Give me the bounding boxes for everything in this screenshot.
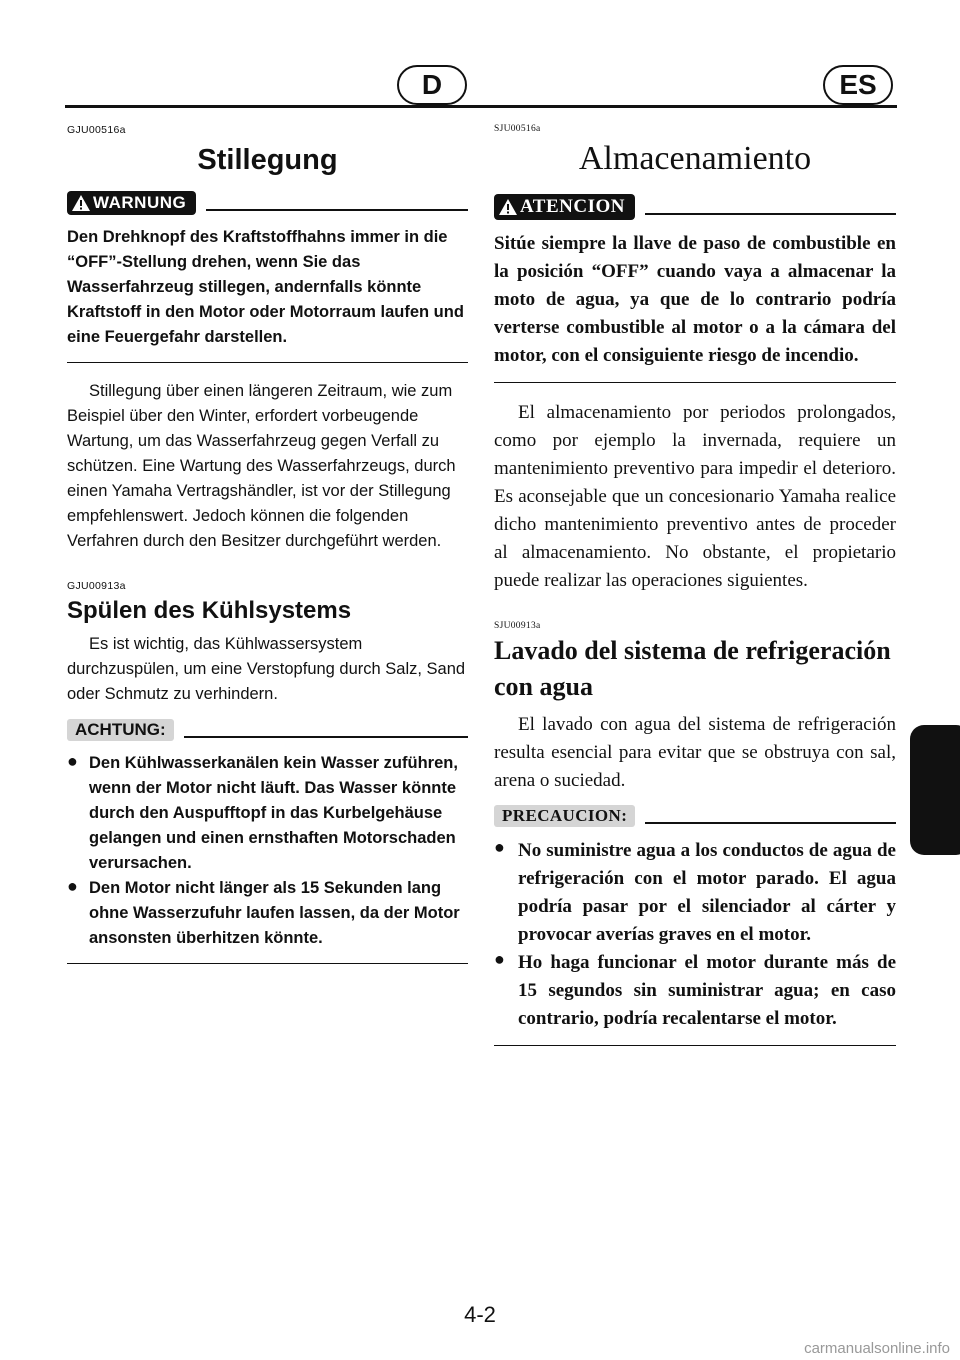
bullet-icon: ● <box>494 837 505 857</box>
subsection-code: SJU00913a <box>494 621 541 631</box>
warning-label: WARNUNG <box>93 193 187 212</box>
caution-rule <box>184 736 468 738</box>
body-paragraph: Stillegung über einen längeren Zeitraum, wie zum Beispiel über den Winter, erfordert vorbeugende Wartung, um das Wasserfahrzeug gegen Verfall zu schützen. Eine Wartung des Wasserfahrzeugs, durch einen Yamaha Vertragshändler, ist vor der Stillegung empfehlenswert. Jedoch können die folgenden Verfahren durch den Besitzer durchgeführt werden. <box>67 382 456 550</box>
bullet-text: Den Motor nicht länger als 15 Sekunden lang ohne Wasserzufuhr laufen lassen, da der Motor ansonsten überhitzen könnte. <box>89 879 460 947</box>
warning-header <box>494 194 896 220</box>
caution-end-rule <box>67 963 468 964</box>
bullet-text: Ho haga funcionar el motor durante más de 15 segundos sin suministrar agua; en caso contrario, podría recalentarse el motor. <box>518 952 896 1029</box>
page-number: 4-2 <box>464 1302 496 1327</box>
caution-badge: ACHTUNG: <box>67 719 174 741</box>
warning-badge <box>67 191 196 215</box>
subsection-title: Spülen des Kühlsystems <box>67 597 352 624</box>
warning-rule <box>206 209 468 211</box>
warning-rule <box>645 213 896 215</box>
list-item <box>494 837 896 949</box>
caution-header <box>67 719 468 741</box>
bullet-text: Den Kühlwasserkanälen kein Wasser zuführen, wenn der Motor nicht läuft. Das Wasser könnte durch den Auspufftopf in das Kurbelgehäuse gelangen und einen ernsthaften Motorschaden verursachen. <box>89 754 458 872</box>
spanish-column <box>494 118 896 1062</box>
bullet-icon: ● <box>67 751 78 771</box>
caution-rule <box>645 822 896 824</box>
german-column <box>67 118 468 980</box>
bullet-text: No suministre agua a los conductos de agua de refrigeración con el motor parado. El agua podría pasar por el silenciador al cárter y provocar averías graves en el motor. <box>518 840 896 945</box>
section-code: SJU00516a <box>494 124 541 134</box>
list-item <box>67 876 468 951</box>
chapter-tab <box>910 725 960 855</box>
subsection-paragraph: El lavado con agua del sistema de refrigeración resulta esencial para evitar que se obstruya con sal, arena o suciedad. <box>494 714 896 791</box>
caution-badge: PRECAUCION: <box>494 805 635 827</box>
warning-text: Sitúe siempre la llave de paso de combustible en la posición “OFF” cuando vaya a almacenar la moto de agua, ya que de lo contrario podría verterse combustible al motor o a la cámara del motor, con el consiguiente riesgo de incendio. <box>494 233 896 366</box>
warning-end-rule <box>67 362 468 363</box>
language-label-es: ES <box>823 65 893 105</box>
body-paragraph: El almacenamiento por periodos prolongados, como por ejemplo la invernada, requiere un mantenimiento preventivo para impedir el deterioro. Es aconsejable que un concesionario Yamaha realice dicho mantenimiento preventivo antes de proceder al almacenamiento. No obstante, el propietario puede realizar las operaciones siguientes. <box>494 402 896 591</box>
warning-label: ATENCION <box>520 196 625 217</box>
section-title: Almacenamiento <box>578 140 812 177</box>
list-item <box>494 949 896 1033</box>
warning-end-rule <box>494 382 896 383</box>
subsection-paragraph: Es ist wichtig, das Kühlwassersystem durchzuspülen, um eine Verstopfung durch Salz, Sand oder Schmutz zu verhindern. <box>67 635 466 703</box>
warning-text: Den Drehknopf des Kraftstoffhahns immer in die “OFF”-Stellung drehen, wenn Sie das Wasserfahrzeug stillegen, andernfalls könnte Kraftstoff in den Motor oder Motorraum laufen und eine Feuergefahr darstellen. <box>67 228 464 346</box>
warning-badge <box>494 194 635 220</box>
caution-end-rule <box>494 1045 896 1046</box>
section-code: GJU00516a <box>67 124 126 136</box>
bullet-icon: ● <box>67 876 78 896</box>
subsection-title: Lavado del sistema de refrigeración con agua <box>494 636 891 701</box>
warning-triangle-icon <box>71 194 91 212</box>
language-label-de: D <box>397 65 467 105</box>
header-rule <box>65 105 897 108</box>
caution-header <box>494 805 896 827</box>
warning-triangle-icon <box>498 198 518 216</box>
section-title: Stillegung <box>197 144 338 176</box>
footer-watermark: carmanualsonline.info <box>804 1340 950 1357</box>
list-item <box>67 751 468 876</box>
bullet-icon: ● <box>494 949 505 969</box>
warning-header <box>67 191 468 215</box>
subsection-code: GJU00913a <box>67 580 126 592</box>
